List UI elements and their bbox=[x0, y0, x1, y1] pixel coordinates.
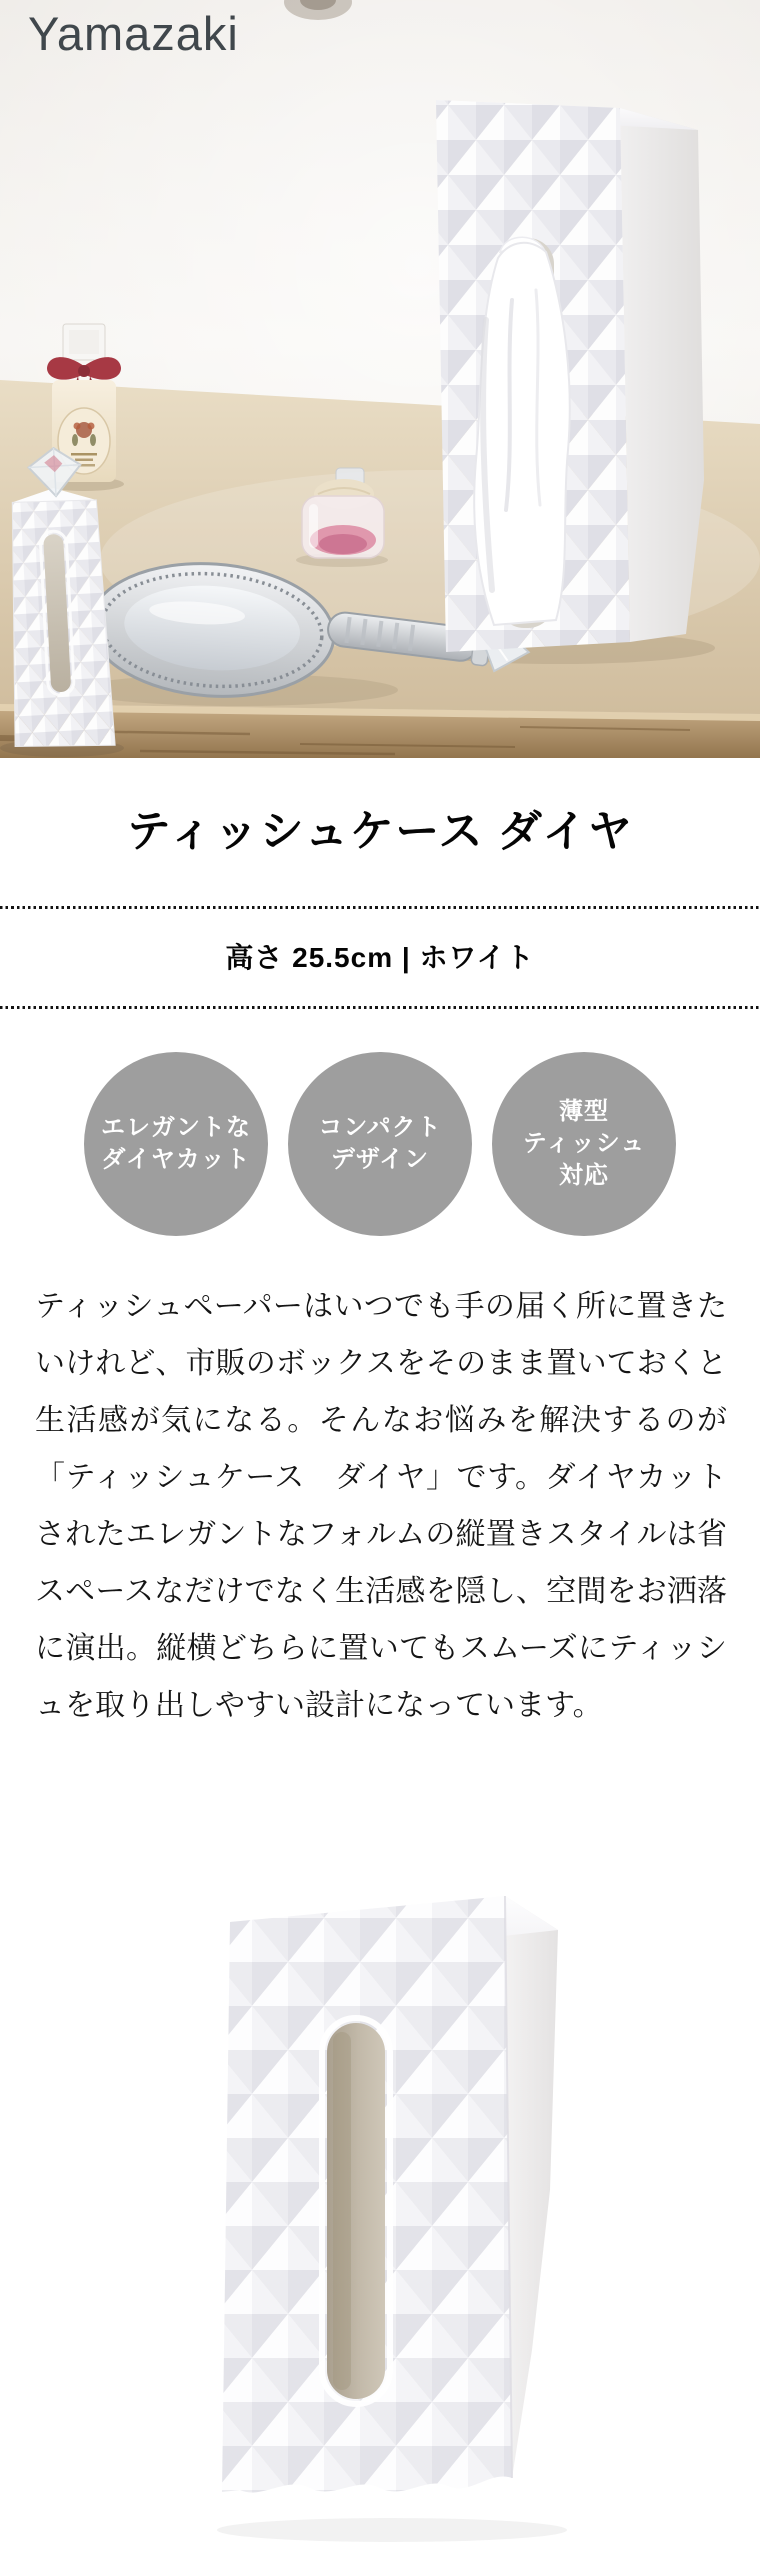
product-photo bbox=[0, 1830, 760, 2570]
hero-photo bbox=[0, 0, 760, 758]
feature-line: デザイン bbox=[330, 1146, 430, 1173]
tissue-case-large bbox=[436, 100, 704, 652]
dotted-divider-top bbox=[0, 906, 760, 909]
feature-line: ティッシュ bbox=[522, 1130, 646, 1157]
feature-badge-compact bbox=[288, 1052, 472, 1236]
feature-line: 薄型 bbox=[559, 1098, 609, 1125]
case-side-face bbox=[620, 108, 704, 642]
dotted-divider-bottom bbox=[0, 1006, 760, 1009]
brand-logo: Yamazaki bbox=[28, 7, 239, 60]
product-title: ティッシュケース ダイヤ bbox=[126, 807, 634, 856]
feature-line: コンパクト bbox=[318, 1114, 442, 1141]
feature-badge-slim-tissue bbox=[492, 1052, 676, 1236]
feature-line: ダイヤカット bbox=[101, 1146, 251, 1173]
feature-badge-diamond-cut bbox=[84, 1052, 268, 1236]
feature-line: 対応 bbox=[559, 1162, 609, 1189]
product-description: ティッシュペーパーはいつでも手の届く所に置きたいけれど、市販のボックスをそのまま置いておくと生活感が気になる。そんなお悩みを解決するのが「ティッシュケース ダイヤ」です。ダイヤカットされたエレガントなフォルムの縦置きスタイルは省スペースなだけでなく生活感を隠し、空間をお洒落に演出。縦横どちらに置いてもスムーズにティッシュを取り出しやすい設計になっています。 bbox=[35, 1290, 727, 1722]
feature-line: エレガントな bbox=[101, 1114, 251, 1141]
product-shadow bbox=[217, 2518, 567, 2542]
feature-badges bbox=[0, 1052, 760, 1236]
tissue-case-product bbox=[222, 1896, 558, 2493]
case-side-face bbox=[505, 1896, 558, 2478]
product-spec: 高さ 25.5cm | ホワイト bbox=[225, 942, 535, 973]
